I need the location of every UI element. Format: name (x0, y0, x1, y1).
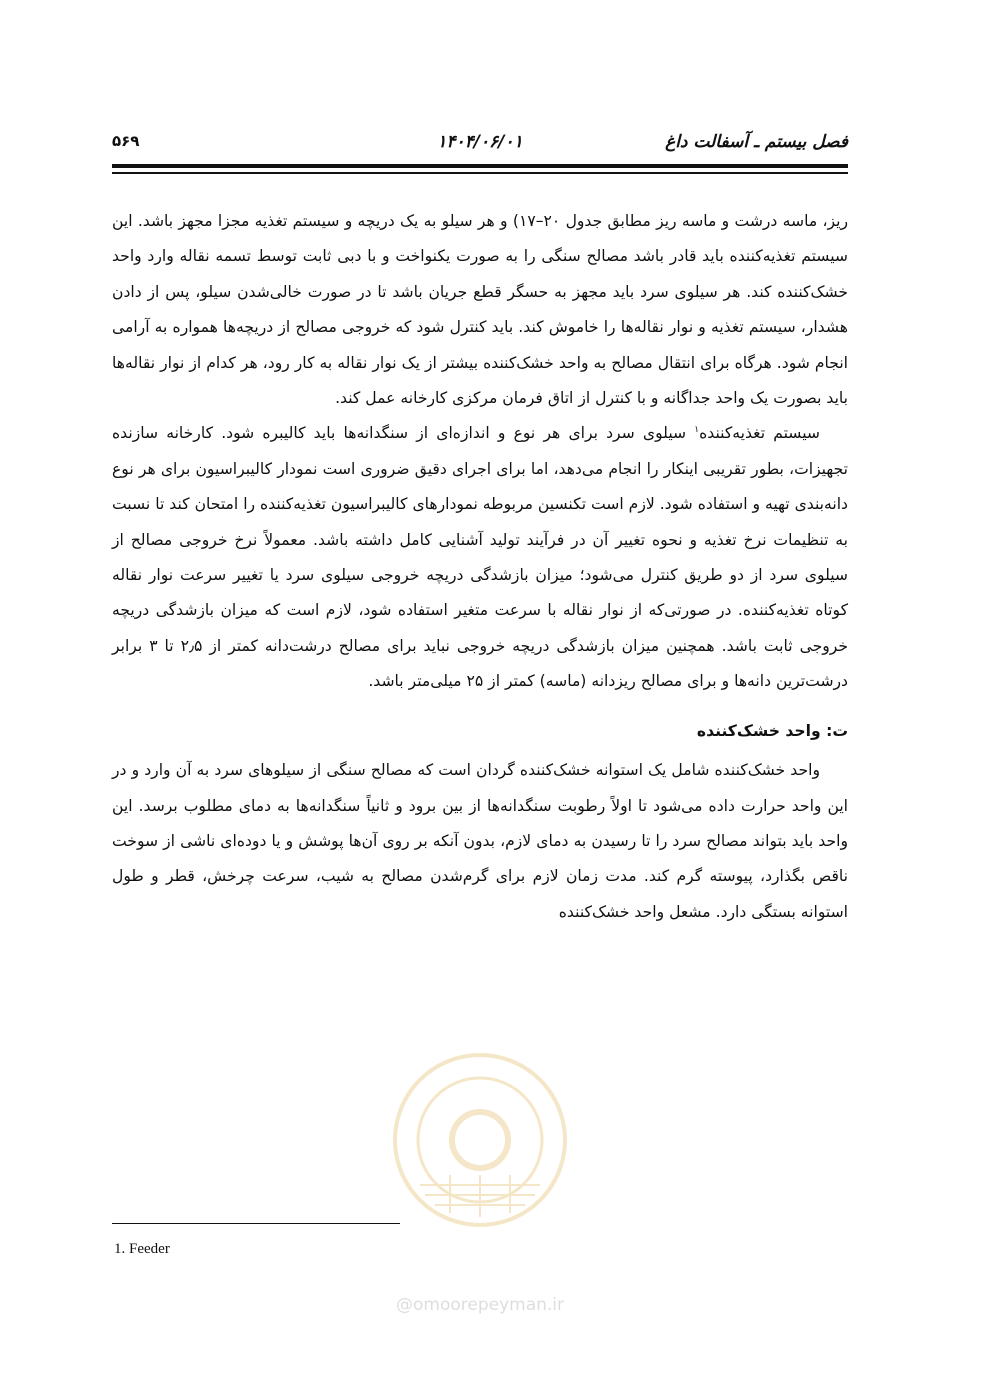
watermark-logo (380, 1045, 580, 1325)
header-date: ۱۴۰۴/۰۶/۰۱ (437, 132, 523, 152)
footnote-separator (112, 1223, 400, 1224)
paragraph-2-rest: سیلوی سرد برای هر نوع و اندازه‌ای از سنگدانه‌ها باید کالیبره شود. کارخانه سازنده تجهیزات، بطور تقریبی اینکار را انجام می‌دهد، اما برای اجرای دقیق ضروری است نمودار کالیبراسیون برای هر نوع دانه‌بندی تهیه و استفاده شود. لازم است تکنسین مربوطه نمودارهای کالیبراسیون تغذیه‌کننده را امتحان کند تا نسبت به تنظیمات نرخ تغذیه و نحوه تغییر آن در فرآیند تولید آشنایی کامل داشته باشد. معمولاً نرخ خروجی مصالح از سیلوی سرد از دو طریق کنترل می‌شود؛ میزان بازشدگی دریچه خروجی سیلوی سرد یا تغییر سرعت نوار نقاله کوتاه تغذیه‌کننده. در صورتی‌که از نوار نقاله با سرعت متغیر استفاده شود، لازم است که میزان بازشدگی دریچه خروجی ثابت باشد. همچنین میزان بازشدگی دریچه خروجی نباید برای مصالح درشت‌دانه کمتر از ۲٫۵ تا ۳ برابر درشت‌ترین دانه‌ها و برای مصالح ریزدانه (ماسه) کمتر از ۲۵ میلی‌متر باشد. (112, 424, 848, 691)
footnote-reference[interactable]: ۱ (694, 425, 700, 436)
watermark-text: @omoorepeyman.ir (395, 1295, 565, 1315)
header-rule-thin (112, 172, 848, 174)
chapter-title: فصل بیستم ـ آسفالت داغ (665, 132, 848, 152)
paragraph-1: ریز، ماسه درشت و ماسه ریز مطابق جدول ۲۰–۱۷) و هر سیلو به یک دریچه و سیستم تغذیه مجزا مجهز باشد. این سیستم تغذیه‌کننده باید قادر باشد مصالح سنگی را به صورت یکنواخت و با دبی ثابت توسط تسمه نقاله وارد واحد خشک‌کننده کند. هر سیلوی سرد باید مجهز به حسگر قطع جریان باشد تا در صورت خالی‌شدن سیلو، پس از دادن هشدار، سیستم تغذیه و نوار نقاله‌ها را خاموش کند. باید کنترل شود که خروجی مصالح از دریچه‌ها همواره به آرامی انجام شود. هرگاه برای انتقال مصالح به واحد خشک‌کننده بیشتر از یک نوار نقاله به کار رود، هر کدام از نوار نقاله‌ها باید بصورت یک واحد جداگانه و با کنترل از اتاق فرمان مرکزی کارخانه عمل کند. (112, 212, 848, 408)
page-number: ۵۶۹ (112, 132, 140, 150)
page-header (112, 132, 848, 156)
section-heading: ت: واحد خشک‌کننده (696, 721, 848, 740)
paragraph-2 (112, 416, 848, 699)
paragraph-2-start: سیستم تغذیه‌کننده (699, 424, 820, 443)
header-rule-thick (112, 164, 848, 168)
paragraph-3: واحد خشک‌کننده شامل یک استوانه خشک‌کننده گردان است که مصالح سنگی از سیلوهای سرد به آن وارد و در این واحد حرارت داده می‌شود تا اولاً رطوبت سنگدانه‌ها از بین برود و ثانیاً سنگدانه‌ها به دمای مطلوب برسد. این واحد باید بتواند مصالح سرد را تا رسیدن به دمای لازم، بدون آنکه بر روی آن‌ها پوشش و یا دوده‌ای ناشی از سوخت ناقص بگذارد، پیوسته گرم کند. مدت زمان لازم برای گرم‌شدن مصالح به شیب، سرعت چرخش، قطر و طول استوانه بستگی دارد. مشعل واحد خشک‌کننده (112, 761, 848, 921)
page-body (112, 204, 848, 930)
footnote: 1. Feeder (114, 1241, 170, 1257)
